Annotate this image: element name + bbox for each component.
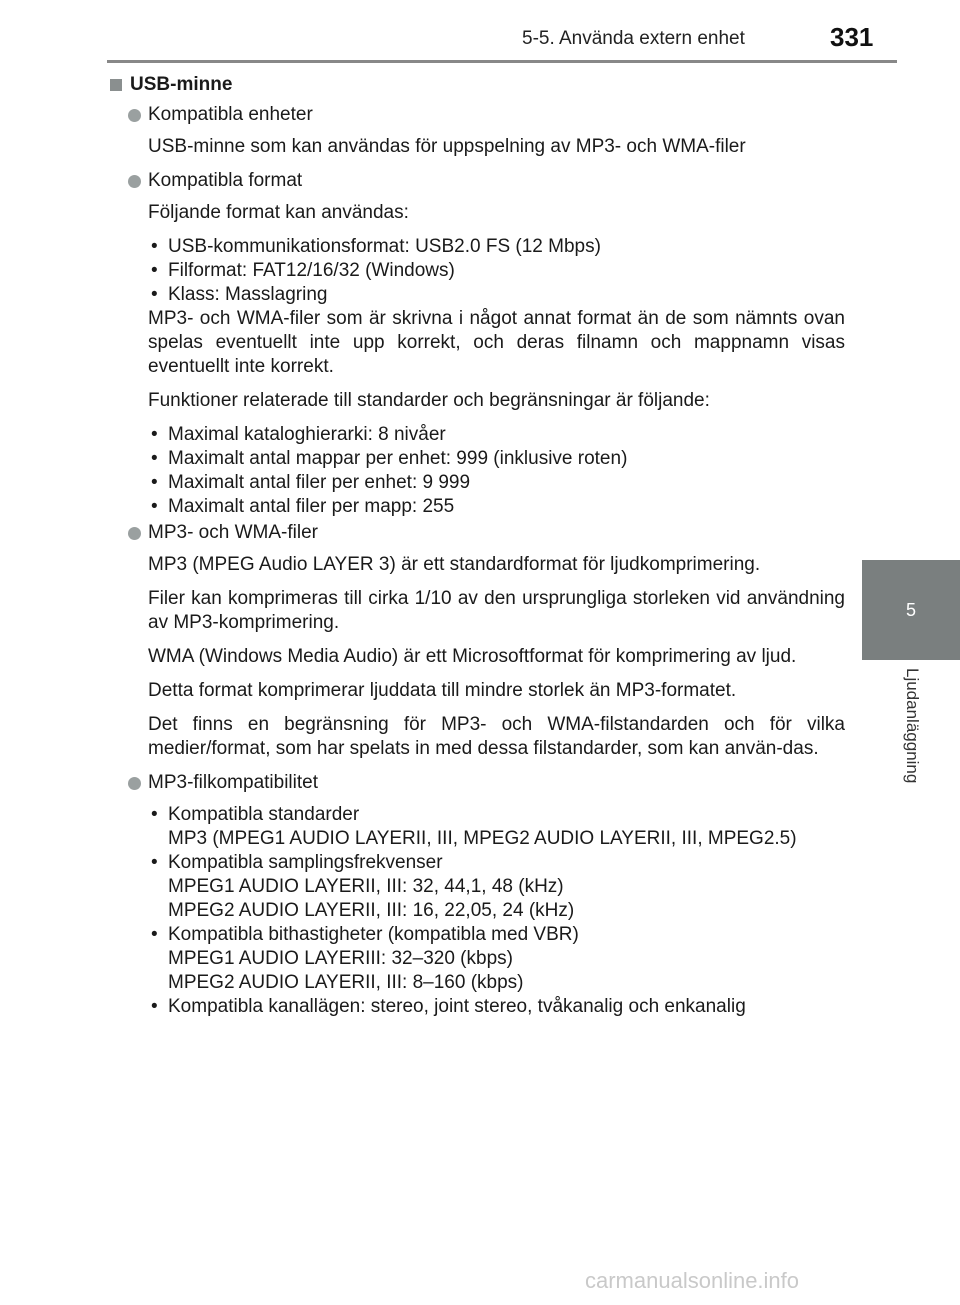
circle-bullet-icon: [128, 777, 141, 790]
page-number: 331: [830, 22, 874, 52]
paragraph: MP3 (MPEG Audio LAYER 3) är ett standardformat för ljudkomprimering.: [148, 554, 761, 575]
paragraph: MP3- och WMA-filer som är skrivna i något annat format än de som nämnts ovan spelas eventuellt inte upp korrekt, och deras filnamn och mappnamn visas eventuellt inte korrekt.: [148, 308, 845, 377]
list-item: • USB-kommunikationsformat: USB2.0 FS (12 Mbps): [148, 235, 845, 259]
list-item: • Filformat: FAT12/16/32 (Windows): [148, 259, 845, 283]
list-item-label: Kompatibla bithastigheter (kompatibla med VBR): [168, 924, 579, 945]
list-item-detail: MPEG1 AUDIO LAYERII, III: 32, 44,1, 48 (kHz): [168, 876, 564, 897]
list-item: [148, 923, 845, 995]
list-item: [148, 851, 845, 923]
list-item: • Maximal kataloghierarki: 8 nivåer: [148, 423, 845, 447]
section-header-title: 5-5. Använda extern enhet: [522, 28, 745, 49]
paragraph: Det finns en begränsning för MP3- och WMA-filstandarden och för vilka medier/format, som har spelats in med dessa filstandarder, som kan använ-das.: [148, 714, 845, 759]
paragraph: WMA (Windows Media Audio) är ett Microsoftformat för komprimering av ljud.: [148, 646, 797, 667]
circle-bullet-icon: [128, 527, 141, 540]
subheading-mp3-compatibility: [128, 771, 845, 795]
page-content: [110, 73, 845, 1019]
section-heading: [110, 73, 845, 97]
list-item: • Maximalt antal filer per enhet: 9 999: [148, 471, 845, 495]
limits-list: [148, 423, 845, 519]
chapter-label: Ljudanläggning: [903, 668, 922, 784]
list-item-label: Kompatibla samplingsfrekvenser: [168, 852, 443, 873]
list-item: [148, 803, 845, 851]
subheading-compatible-devices: [128, 103, 845, 127]
paragraph: Funktioner relaterade till standarder och begränsningar är följande:: [148, 390, 710, 411]
list-item-detail: MPEG1 AUDIO LAYERIII: 32–320 (kbps): [168, 948, 513, 969]
list-item: • Maximalt antal filer per mapp: 255: [148, 495, 845, 519]
square-bullet-icon: [110, 79, 122, 91]
compatibility-list: [148, 803, 845, 1019]
watermark: carmanualsonline.info: [585, 1268, 800, 1293]
circle-bullet-icon: [128, 175, 141, 188]
paragraph: Detta format komprimerar ljuddata till mindre storlek än MP3-formatet.: [148, 680, 737, 701]
subheading-label: Kompatibla format: [148, 170, 303, 191]
section-title: USB-minne: [130, 74, 233, 95]
list-item-detail: MP3 (MPEG1 AUDIO LAYERII, III, MPEG2 AUDIO LAYERII, III, MPEG2.5): [168, 828, 797, 849]
subheading-label: MP3-filkompatibilitet: [148, 772, 318, 793]
list-item-detail: MPEG2 AUDIO LAYERII, III: 8–160 (kbps): [168, 972, 524, 993]
subheading-label: Kompatibla enheter: [148, 104, 313, 125]
chapter-number: 5: [905, 599, 916, 620]
subheading-mp3-wma-files: [128, 521, 845, 545]
list-item: • Maximalt antal mappar per enhet: 999 (inklusive roten): [148, 447, 845, 471]
list-item-label: Kompatibla kanallägen: stereo, joint stereo, tvåkanalig och enkanalig: [168, 996, 746, 1017]
chapter-tab: [862, 560, 960, 660]
list-item: • Klass: Masslagring: [148, 283, 845, 307]
list-item-label: Kompatibla standarder: [168, 804, 360, 825]
paragraph: USB-minne som kan användas för uppspelning av MP3- och WMA-filer: [148, 136, 746, 157]
subheading-compatible-formats: [128, 169, 845, 193]
paragraph: Följande format kan användas:: [148, 202, 409, 223]
subheading-label: MP3- och WMA-filer: [148, 522, 318, 543]
paragraph: Filer kan komprimeras till cirka 1/10 av den ursprungliga storleken vid användning av MP3-komprimering.: [148, 588, 845, 633]
format-list: [148, 235, 845, 307]
list-item-detail: MPEG2 AUDIO LAYERII, III: 16, 22,05, 24 (kHz): [168, 900, 575, 921]
header-rule: [107, 60, 897, 63]
circle-bullet-icon: [128, 109, 141, 122]
list-item: [148, 995, 845, 1019]
